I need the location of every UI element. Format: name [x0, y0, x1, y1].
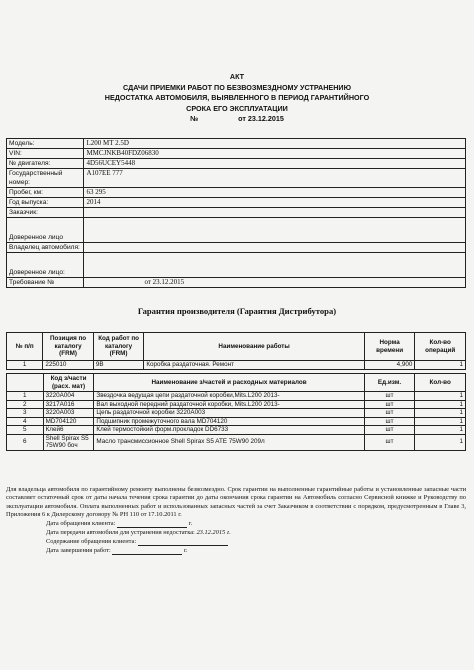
table-row	[7, 409, 466, 418]
handover-date-value: 23.12.2015 г.	[196, 529, 231, 536]
work-name: Коробка раздаточная. Ремонт	[144, 361, 365, 370]
year-label: Год выпуска:	[7, 198, 84, 208]
appeal-date-value: г.	[188, 520, 193, 527]
year-value: 2014	[84, 198, 466, 208]
material-unit: шт	[364, 426, 415, 435]
material-qty: 1	[415, 400, 466, 409]
material-code: 3220A004	[43, 392, 94, 401]
model-label: Модель:	[7, 139, 84, 149]
material-num: 4	[7, 417, 44, 426]
footer-line-completion-date	[46, 547, 188, 555]
material-unit: шт	[364, 434, 415, 450]
act-number-label: №	[190, 114, 199, 123]
mileage-label: Пробег, км:	[7, 188, 84, 198]
material-name: Клей термостойкий форм.прокладок DD6733	[94, 426, 364, 435]
materials-col-name: Наименование з/частей и расходных материалов	[94, 374, 364, 392]
engine-value: 4D56UCEY5448	[84, 159, 466, 169]
act-date: от 23.12.2015	[238, 114, 284, 123]
request-value: от 23.12.2015	[84, 278, 466, 288]
material-name: Подшипник промежуточного вала MD704120	[94, 417, 364, 426]
handover-date-label: Дата передачи автомобиля для устранения недостатка:	[46, 529, 195, 536]
material-qty: 1	[415, 409, 466, 418]
vin-value: MMCJNKB40FDZ06830	[84, 149, 466, 159]
document-header	[0, 72, 474, 125]
work-num: 1	[7, 361, 43, 370]
material-unit: шт	[364, 400, 415, 409]
customer-label: Заказчик:	[7, 208, 84, 218]
appeal-content-blank	[138, 538, 228, 546]
works-table	[6, 332, 466, 370]
works-col-num: № п/п	[7, 333, 43, 361]
works-col-position: Позиция по каталогу (FRM)	[43, 333, 94, 361]
material-code: Клей6	[43, 426, 94, 435]
completion-date-value: г.	[184, 547, 188, 554]
material-qty: 1	[415, 434, 466, 450]
footer-line-appeal-date	[46, 520, 192, 528]
trusted-person-1-label: Доверенное лицо	[7, 218, 84, 243]
appeal-date-label: Дата обращения клиента:	[46, 520, 116, 527]
material-num: 2	[7, 400, 44, 409]
footer-line-appeal-content	[46, 538, 228, 546]
material-num: 6	[7, 434, 44, 450]
materials-col-unit: Ед.изм.	[364, 374, 415, 392]
materials-col-num	[7, 374, 44, 392]
material-code: MD704120	[43, 417, 94, 426]
owner-label: Владелец автомобиля:	[7, 243, 84, 253]
work-norm: 4,900	[364, 361, 415, 370]
table-row	[7, 392, 466, 401]
act-subtitle-3: СРОКА ЕГО ЭКСПЛУАТАЦИИ	[186, 103, 288, 113]
table-row	[7, 434, 466, 450]
material-qty: 1	[415, 417, 466, 426]
vehicle-info-table	[6, 138, 466, 288]
material-unit: шт	[364, 417, 415, 426]
material-code: 3220A003	[43, 409, 94, 418]
materials-col-code: Код з/части (расх. мат)	[43, 374, 94, 392]
material-num: 5	[7, 426, 44, 435]
materials-table	[6, 373, 466, 451]
works-col-qty: Кол-во операций	[415, 333, 466, 361]
material-qty: 1	[415, 426, 466, 435]
material-unit: шт	[364, 392, 415, 401]
act-subtitle-2: НЕДОСТАТКА АВТОМОБИЛЯ, ВЫЯВЛЕННОГО В ПЕРИОД ГАРАНТИЙНОГО	[104, 93, 370, 102]
work-position: 225010	[43, 361, 94, 370]
appeal-date-blank	[117, 520, 187, 528]
model-value: L200 MT 2.5D	[84, 139, 466, 149]
material-name: Цепь раздаточной коробки 3220A003	[94, 409, 364, 418]
material-num: 1	[7, 392, 44, 401]
table-row	[7, 417, 466, 426]
engine-label: № двигателя:	[7, 159, 84, 169]
table-row	[7, 426, 466, 435]
appeal-content-label: Содержание обращения клиента:	[46, 538, 137, 545]
material-unit: шт	[364, 409, 415, 418]
material-num: 3	[7, 409, 44, 418]
material-qty: 1	[415, 392, 466, 401]
work-qty: 1	[415, 361, 466, 370]
work-code: 9B	[93, 361, 144, 370]
plate-value: А107ЕЕ 777	[84, 169, 466, 188]
warranty-terms-paragraph: Для владельца автомобиля по гарантийному ремонту выполнены безвозмездно. Срок гарантии на выполненные гарантийные работы и установленные запасные части составляет остаточный срок от даты начала течения срока гарантии до даты окончания срока гарантии на Автомобиль согласно Сервисной книжке и Руководству по эксплуатации автомобиля. Оплата выполненных работ и использованных запасных частей за счет Заказчиком в соответствии с порядком, предусмотренным в Главе 3, Приложения 6 к Дилерскому договору № РН 110 от 17.10.2011 г.	[6, 486, 466, 519]
material-name: Звездочка ведущая цепи раздаточной коробки,Mits.L200 2013-	[94, 392, 364, 401]
request-label: Требование №	[7, 278, 84, 288]
footer-line-handover-date	[46, 529, 231, 537]
act-number-line	[190, 114, 284, 125]
table-row	[7, 400, 466, 409]
completion-date-blank	[112, 547, 182, 555]
act-title: АКТ	[229, 72, 245, 81]
act-subtitle-1: СДАЧИ ПРИЕМКИ РАБОТ ПО БЕЗВОЗМЕЗДНОМУ УСТРАНЕНИЮ	[123, 82, 351, 92]
trusted-person-1-value	[84, 218, 466, 243]
warranty-title: Гарантия производителя (Гарантия Дистрибутора)	[137, 306, 337, 316]
material-code: 3217A016	[43, 400, 94, 409]
works-col-name: Наименование работы	[144, 333, 365, 361]
material-name: Вал выходной передний раздаточной коробки, Mits.L200 2013-	[94, 400, 364, 409]
trusted-person-2-value	[84, 253, 466, 278]
plate-label: Государственный номер:	[7, 169, 84, 188]
vin-label: VIN:	[7, 149, 84, 159]
works-col-code: Код работ по каталогу (FRM)	[93, 333, 144, 361]
works-col-norm: Норма времени	[364, 333, 415, 361]
trusted-person-2-label: Доверенное лицо:	[7, 253, 84, 278]
mileage-value: 63 295	[84, 188, 466, 198]
owner-value	[84, 243, 466, 253]
table-row	[7, 361, 466, 370]
material-code: Shell Spirax S5 75W90 бoч	[43, 434, 94, 450]
material-name: Масло трансмиссионное Shell Spirax S5 ATE 75W90 209л	[94, 434, 364, 450]
completion-date-label: Дата завершения работ:	[46, 547, 111, 554]
customer-value	[84, 208, 466, 218]
materials-col-qty: Кол-во	[415, 374, 466, 392]
